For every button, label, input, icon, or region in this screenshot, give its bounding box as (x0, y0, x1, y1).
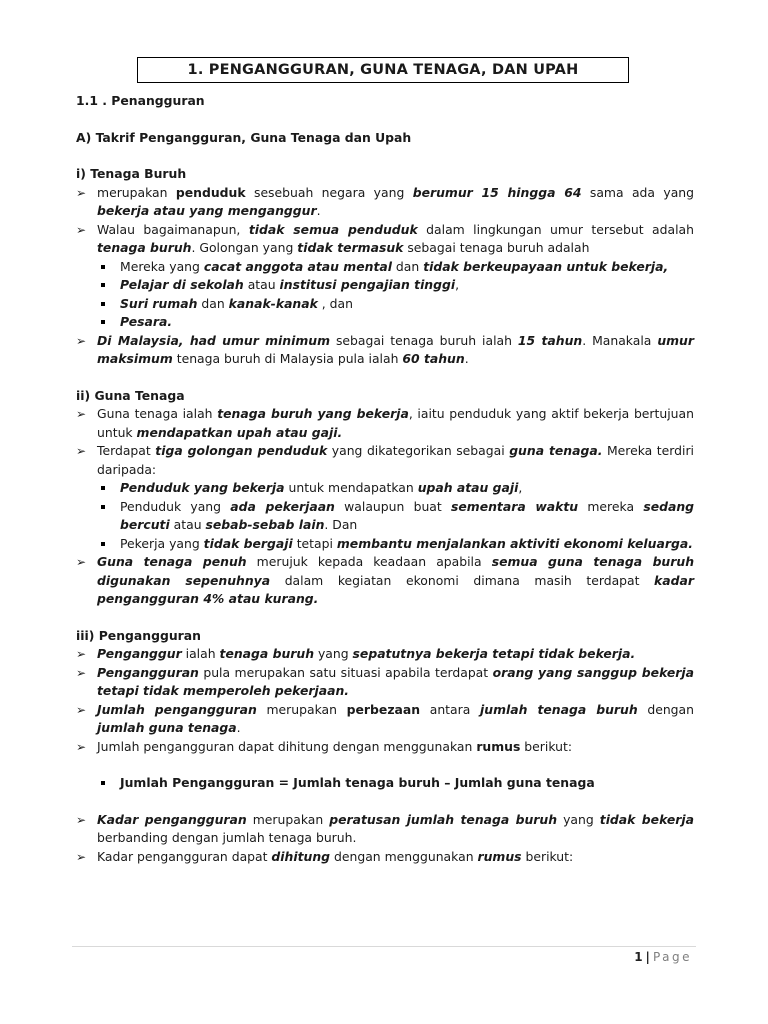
document-body (76, 92, 694, 866)
section-heading: 1.1 . Penangguran (76, 93, 205, 108)
sub-list-item: Pekerja yang tidak bergaji tetapi membantu menjalankan aktiviti ekonomi keluarga. (76, 535, 694, 554)
sub-list-item: Pesara. (76, 313, 694, 332)
page-number: 1 (634, 950, 643, 964)
part-ii-heading: ii) Guna Tenaga (76, 387, 185, 403)
list-item: ➢ Pengangguran pula merupakan satu situasi apabila terdapat orang yang sanggup bekerja tetapi tidak memperoleh pekerjaan. (76, 664, 694, 701)
sub-list-item: Pelajar di sekolah atau institusi pengajian tinggi, (76, 276, 694, 295)
list-item: ➢ Penganggur ialah tenaga buruh yang sepatutnya bekerja tetapi tidak bekerja. (76, 645, 694, 664)
sub-list-item: Suri rumah dan kanak-kanak , dan (76, 295, 694, 314)
subsection-heading: A) Takrif Pengangguran, Guna Tenaga dan Upah (76, 129, 412, 145)
footer-separator: | (645, 950, 650, 964)
sub-list-item: Penduduk yang bekerja untuk mendapatkan upah atau gaji, (76, 479, 694, 498)
part-iii-list (76, 645, 694, 756)
part-ii-list (76, 405, 694, 609)
list-item: ➢ Kadar pengangguran merupakan peratusan jumlah tenaga buruh yang tidak bekerja berbanding dengan jumlah tenaga buruh. (76, 811, 694, 848)
part-iii-heading: iii) Pengangguran (76, 627, 201, 643)
list-item: ➢ Kadar pengangguran dapat dihitung dengan menggunakan rumus berikut: (76, 848, 694, 867)
list-item: ➢ Di Malaysia, had umur minimum sebagai tenaga buruh ialah 15 tahun. Manakala umur maksimum tenaga buruh di Malaysia pula ialah 60 tahun. (76, 332, 694, 369)
document-title: 1. PENGANGGURAN, GUNA TENAGA, DAN UPAH (137, 57, 629, 83)
list-item: ➢ Walau bagaimanapun, tidak semua penduduk dalam lingkungan umur tersebut adalah tenaga buruh. Golongan yang tidak termasuk sebagai tenaga buruh adalah Mereka yang cacat anggota atau mental dan tidak berkeupayaan untuk bekerja, Pelajar di sekolah atau institusi pengajian tinggi, Suri rumah dan kanak-kanak , dan Pesara. (76, 221, 694, 332)
list-item: ➢ Terdapat tiga golongan penduduk yang dikategorikan sebagai guna tenaga. Mereka terdiri daripada: Penduduk yang bekerja untuk mendapatkan upah atau gaji, Penduduk yang ada pekerjaan walaupun buat sementara waktu mereka sedang bercuti atau sebab-sebab lain. Dan Pekerja yang tidak bergaji tetapi membantu menjalankan aktiviti ekonomi keluarga. (76, 442, 694, 553)
list-item: ➢ merupakan penduduk sesebuah negara yang berumur 15 hingga 64 sama ada yang bekerja atau yang menganggur. (76, 184, 694, 221)
sub-list-item: Mereka yang cacat anggota atau mental dan tidak berkeupayaan untuk bekerja, (76, 258, 694, 277)
page-footer (634, 950, 692, 964)
part-i-list (76, 184, 694, 369)
part-i-heading: i) Tenaga Buruh (76, 166, 187, 181)
part-iii-list-2 (76, 811, 694, 867)
part-ii-sublist (76, 479, 694, 553)
unemployment-formula: Jumlah Pengangguran = Jumlah tenaga buruh – Jumlah guna tenaga (76, 774, 694, 793)
part-i-sublist (76, 258, 694, 332)
list-item: ➢ Guna tenaga ialah tenaga buruh yang bekerja, iaitu penduduk yang aktif bekerja bertujuan untuk mendapatkan upah atau gaji. (76, 405, 694, 442)
list-item: ➢ Guna tenaga penuh merujuk kepada keadaan apabila semua guna tenaga buruh digunakan sepenuhnya dalam kegiatan ekonomi dimana masih terdapat kadar pengangguran 4% atau kurang. (76, 553, 694, 609)
list-item: ➢ Jumlah pengangguran dapat dihitung dengan menggunakan rumus berikut: (76, 738, 694, 757)
sub-list-item: Penduduk yang ada pekerjaan walaupun buat sementara waktu mereka sedang bercuti atau sebab-sebab lain. Dan (76, 498, 694, 535)
footer-divider (72, 946, 696, 947)
list-item: ➢ Jumlah pengangguran merupakan perbezaan antara jumlah tenaga buruh dengan jumlah guna tenaga. (76, 701, 694, 738)
page-label: Page (652, 950, 692, 964)
